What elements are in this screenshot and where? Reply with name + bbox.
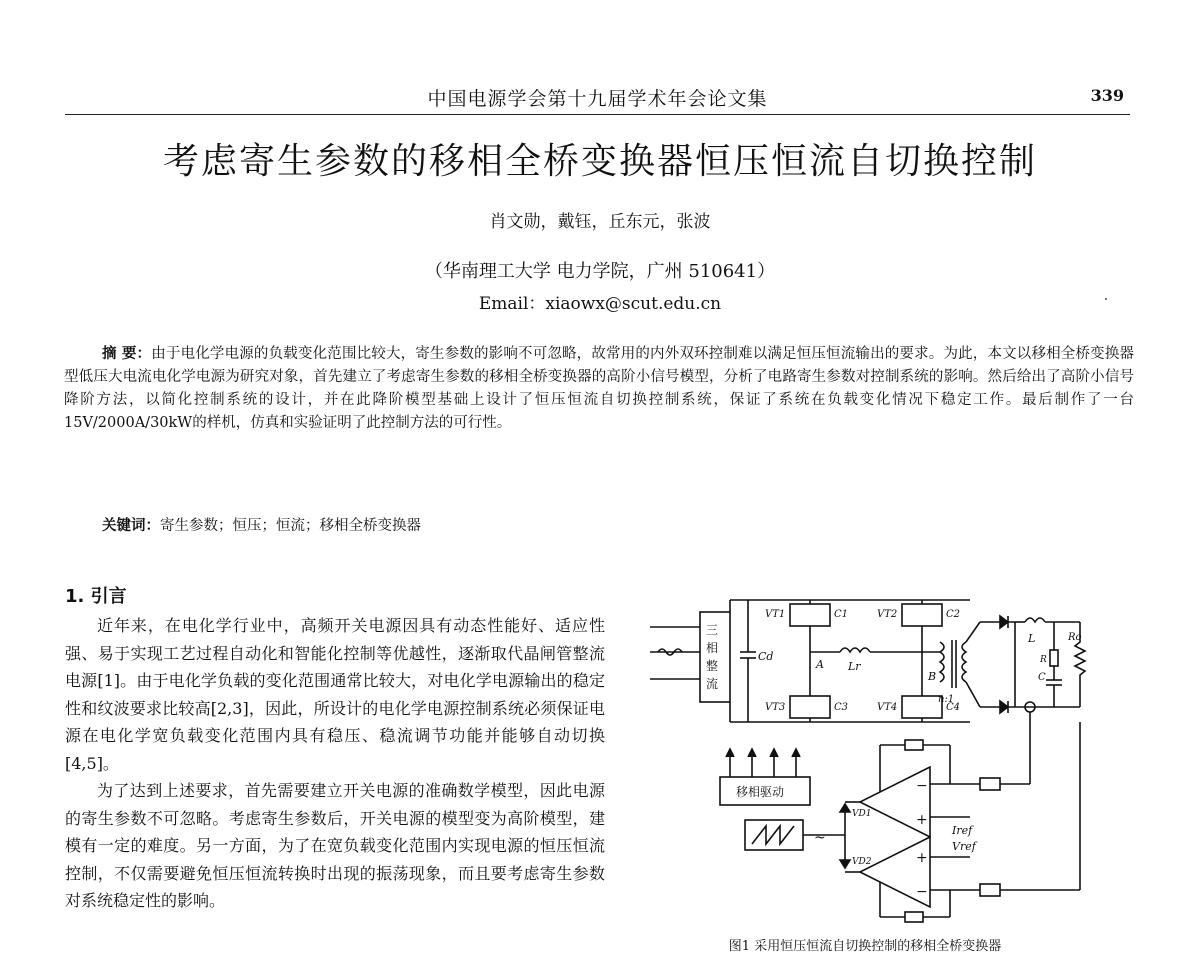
journal-name: 中国电源学会第十九届学术年会论文集 (427, 88, 768, 110)
label-b: B (928, 670, 937, 683)
section-heading-introduction: 1. 引言 (65, 586, 127, 607)
rectifier-char: 流 (706, 677, 719, 691)
label-vt4: VT4 (877, 702, 898, 713)
keywords (102, 514, 421, 535)
switch-vt2 (902, 604, 942, 626)
keywords-text: 寄生参数；恒压；恒流；移相全桥变换器 (160, 518, 421, 534)
author-email: Email：xiaowx@scut.edu.cn (478, 294, 722, 314)
diode-vd2 (840, 860, 850, 868)
resistor-feedback (905, 912, 923, 922)
label-vt1: VT1 (765, 609, 786, 620)
label-cd: Cd (758, 650, 774, 663)
label-tilde: ~ (814, 830, 826, 846)
label-vref: Vref (952, 840, 976, 853)
label-c3: C3 (834, 702, 849, 713)
resistor-feedback (980, 778, 1000, 790)
switch-vt4 (902, 696, 942, 718)
circuit-figure (640, 572, 1090, 942)
diode-out-top (1000, 616, 1008, 628)
diode-out-bottom (1000, 701, 1008, 713)
switch-vt3 (790, 696, 830, 718)
label-a: A (816, 658, 824, 671)
label-vd1: VD1 (852, 809, 872, 819)
resistor-r (1050, 650, 1058, 666)
introduction-body (65, 612, 605, 915)
paper-title: 考虑寄生参数的移相全桥变换器恒压恒流自切换控制 (162, 141, 1037, 182)
diode-vd1 (840, 804, 850, 812)
abstract-text: 由于电化学电源的负载变化范围比较大，寄生参数的影响不可忽略，故常用的内外双环控制难以满足恒压恒流输出的要求。为此，本文以移相全桥变换器型低压大电流电化学电源为研究对象，首先建立了考虑寄生参数的移相全桥变换器的高阶小信号模型，分析了电路寄生参数对控制系统的影响。然后给出了高阶小信号降阶方法，以简化控制系统的设计，并在此降阶模型基础上设计了恒压恒流自切换控制系统，保证了系统在负载变化情况下稳定工作。最后制作了一台15V/2000A/30kW的样机，仿真和实验证明了此控制方法的可行性。 (64, 346, 1134, 431)
label-lf: L (1028, 632, 1036, 645)
page-number: 339 (1090, 86, 1124, 105)
rectifier-char: 整 (706, 659, 719, 673)
label-c1: C1 (834, 609, 849, 620)
label-c4: C4 (946, 702, 961, 713)
abstract-label: 摘 要： (102, 345, 152, 362)
resistor-feedback (905, 740, 923, 750)
paragraph: 近年来，在电化学行业中，高频开关电源因具有动态性能好、适应性强、易于实现工艺过程自动化和智能化控制等优越性，逐渐取代晶闸管整流电源[1]。由于电化学负载的变化范围通常比较大，对电化学电源输出的稳定性和纹波要求比较高[2,3]，因此，所设计的电化学电源控制系统必须保证电源在电化学宽负载变化范围内具有稳压、稳流调节功能并能够自动切换[4,5]。 (65, 616, 605, 773)
inductor-lr (840, 648, 870, 652)
label-vt2: VT2 (877, 609, 898, 620)
label-c2: C2 (946, 609, 961, 620)
keywords-label: 关键词： (102, 517, 160, 534)
paragraph: 为了达到上述要求，首先需要建立开关电源的准确数学模型，因此电源的寄生参数不可忽略。考虑寄生参数后，开关电源的模型变为高阶模型，建模有一定的难度。另一方面，为了在宽负载变化范围内实现电源的恒压恒流控制，不仅需要避免恒压恒流转换时出现的振荡现象，而且要考虑寄生参数对系统稳定性的影响。 (65, 781, 605, 910)
resistor-feedback (980, 884, 1000, 896)
affiliation: （华南理工大学 电力学院，广州 510641） (424, 261, 776, 282)
rectifier-char: 相 (706, 641, 719, 655)
switch-vt1 (790, 604, 830, 626)
sawtooth-icon (752, 826, 794, 844)
opamp1-minus: − (916, 778, 928, 794)
abstract (64, 342, 1134, 435)
label-vt3: VT3 (765, 702, 786, 713)
opamp1-plus: + (916, 812, 928, 828)
label-r: R (1040, 655, 1047, 665)
label-turns: n:1 (938, 694, 955, 705)
opamp2-minus: − (916, 884, 928, 900)
transformer-primary (940, 642, 944, 682)
inductor-lf (1025, 618, 1045, 622)
drive-label: 移相驱动 (736, 785, 785, 799)
circuit-diagram (640, 572, 1090, 942)
rectifier-char: 三 (706, 623, 719, 637)
scan-speck (1105, 298, 1107, 300)
label-iref: Iref (952, 824, 973, 837)
label-vd2: VD2 (852, 857, 872, 867)
running-header (65, 82, 1130, 115)
transformer-secondary (962, 642, 966, 682)
opamp2-plus: + (916, 850, 928, 866)
label-ro: Ro (1068, 632, 1082, 643)
figure-caption: 图1 采用恒压恒流自切换控制的移相全桥变换器 (728, 939, 1002, 954)
label-lr: Lr (848, 660, 861, 673)
authors: 肖文勋，戴钰，丘东元，张波 (489, 212, 711, 232)
label-c: C (1038, 672, 1046, 683)
